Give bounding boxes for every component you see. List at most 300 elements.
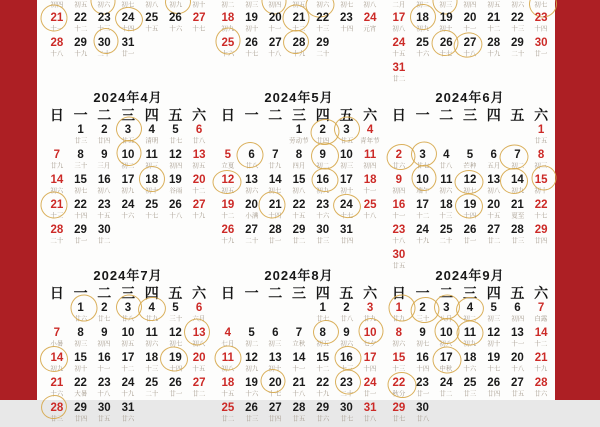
date-number: 7 [295,327,303,339]
lunar-label: 初四 [97,340,111,348]
date-number: 4 [466,302,474,314]
lunar-label: 初三 [439,1,453,9]
weekday-header: 五 [168,285,183,301]
lunar-label: 廿九 [392,315,406,323]
date-number: 8 [77,327,84,339]
red-side-bar-right [555,0,600,400]
date-number: 17 [439,352,453,364]
date-cell [187,352,211,377]
date-number: 9 [101,327,108,339]
weekday-header: 四 [486,285,501,301]
weekday-header: 五 [339,107,354,123]
date-cell [287,224,311,249]
week-row [45,199,211,224]
date-number: 5 [172,302,179,314]
date-cell [411,124,435,149]
lunar-label: 廿二 [392,75,406,83]
date-number: 25 [145,199,159,211]
lunar-label: 廿八 [416,415,430,423]
date-number: 30 [392,249,406,261]
date-cell [263,224,287,249]
date-cell [140,327,164,352]
date-number: 30 [416,402,429,414]
date-cell [506,12,530,37]
lunar-label: 十三 [510,25,524,33]
date-number: 21 [50,12,64,24]
lunar-label: 二十 [97,50,111,58]
date-cell [506,199,530,224]
date-cell [311,377,335,402]
lunar-label: 初七 [168,340,182,348]
lunar-label: 十七 [268,390,282,398]
date-number: 4 [443,149,450,161]
date-cell [45,149,69,174]
lunar-label: 十七 [245,50,259,58]
lunar-label: 四月 [292,162,306,170]
date-number: 20 [245,199,258,211]
weekday-header: 五 [168,107,183,123]
date-number: 5 [490,302,497,314]
date-cell [434,37,458,62]
date-cell [69,149,93,174]
lunar-label: 初三 [268,340,282,348]
lunar-label: 初十 [268,365,282,373]
lunar-label: 初三 [74,340,88,348]
date-cell [335,174,359,199]
date-cell [358,199,382,224]
date-number: 24 [340,199,353,211]
lunar-label: 初九 [316,187,330,195]
date-number: 15 [74,352,87,364]
date-number: 19 [221,199,235,211]
date-cell [92,352,116,377]
date-number: 5 [172,124,179,136]
date-cell [506,302,530,327]
date-cell [240,12,264,37]
date-cell [506,62,530,87]
lunar-label: 十四 [416,365,430,373]
date-cell [335,327,359,352]
date-number: 21 [292,12,306,24]
lunar-label: 初二 [510,162,524,170]
date-number: 30 [97,37,111,49]
date-cell [69,224,93,249]
date-number: 18 [145,174,159,186]
date-cell [216,352,240,377]
weekday-header-row [45,284,211,302]
date-cell [240,37,264,62]
lunar-label: 初七 [534,1,548,9]
month-calendar [216,268,382,427]
date-number: 8 [395,327,403,339]
lunar-label: 初八 [145,1,159,9]
lunar-label: 大暑 [74,390,88,398]
date-cell [434,149,458,174]
date-number: 23 [97,377,111,389]
lunar-label: 十九 [221,237,235,245]
date-cell [140,224,164,249]
date-cell [458,174,482,199]
date-cell [411,62,435,87]
lunar-label: 二十 [439,237,453,245]
weekday-header: 日 [49,107,64,123]
date-cell [116,302,140,327]
week-row [387,12,553,37]
date-number: 22 [392,377,406,389]
date-cell [335,12,359,37]
lunar-label: 初三 [534,162,548,170]
date-cell [311,0,335,12]
date-number: 25 [463,377,477,389]
lunar-label: 初四 [392,187,406,195]
lunar-label: 廿二 [97,237,111,245]
week-row [387,149,553,174]
date-cell [92,377,116,402]
date-cell [140,199,164,224]
date-cell [263,12,287,37]
date-number: 10 [121,149,135,161]
week-row [387,224,553,249]
date-cell [116,377,140,402]
lunar-label: 十四 [463,212,477,220]
lunar-label: 十一 [50,25,64,33]
lunar-label: 芒种 [463,162,477,170]
date-number: 22 [511,12,524,24]
date-number: 8 [537,149,545,161]
weekday-header: 二 [439,107,454,123]
week-row [216,149,382,174]
date-cell [164,377,188,402]
lunar-label: 廿七 [339,415,353,423]
date-number: 14 [534,327,548,339]
lunar-label: 十二 [192,187,206,195]
date-cell [311,174,335,199]
date-number: 11 [145,149,158,161]
weekday-header: 一 [244,285,259,301]
lunar-label: 十六 [221,50,235,58]
week-row [45,352,211,377]
lunar-label: 廿一 [168,390,182,398]
date-number: 15 [392,352,406,364]
lunar-label: 十八 [268,50,282,58]
date-cell [287,352,311,377]
date-number: 29 [316,37,330,49]
date-cell [240,149,264,174]
date-number: 27 [192,12,206,24]
lunar-label: 二十 [316,50,330,58]
date-number: 10 [121,327,135,339]
date-cell [187,174,211,199]
weekday-header: 三 [120,285,135,301]
date-cell [116,124,140,149]
lunar-label: 廿五 [121,137,135,145]
date-number: 28 [50,402,64,414]
date-cell [164,224,188,249]
week-row [216,174,382,199]
date-cell [482,377,506,402]
date-cell [164,174,188,199]
date-cell [434,62,458,87]
date-number: 24 [439,377,453,389]
date-cell [164,402,188,427]
date-cell [411,327,435,352]
date-number: 29 [316,402,330,414]
date-number: 24 [392,37,406,49]
week-row [45,12,211,37]
date-number: 13 [192,327,206,339]
weekday-header: 一 [73,285,88,301]
lunar-label: 初八 [97,187,111,195]
lunar-label: 廿五 [510,390,524,398]
lunar-label: 廿五 [292,415,306,423]
date-number: 19 [463,199,477,211]
date-cell [482,327,506,352]
weekday-header: 五 [510,285,525,301]
lunar-label: 立秋 [292,340,306,348]
weekday-header: 日 [391,285,406,301]
date-cell [263,174,287,199]
lunar-label: 十一 [97,365,111,373]
lunar-label: 廿一 [534,50,548,58]
weekday-header: 三 [291,107,306,123]
date-cell [411,224,435,249]
date-cell [458,327,482,352]
date-cell [45,224,69,249]
date-cell [411,402,435,427]
date-number: 24 [363,377,377,389]
date-cell [311,199,335,224]
lunar-label: 夏至 [510,212,524,220]
date-cell [45,37,69,62]
date-number: 25 [416,37,429,49]
lunar-label: 初七 [416,340,430,348]
lunar-label: 初五 [292,1,306,9]
date-cell [45,0,69,12]
date-number: 28 [292,37,306,49]
lunar-label: 六月 [192,315,206,323]
date-cell [529,199,553,224]
lunar-label: 初十 [339,187,353,195]
date-cell [164,199,188,224]
date-number: 1 [295,124,303,136]
date-number: 26 [221,224,235,236]
date-number: 18 [145,352,159,364]
lunar-label: 廿二 [192,390,206,398]
lunar-label: 初三 [487,315,501,323]
date-cell [387,12,411,37]
date-cell [482,199,506,224]
lunar-label: 初五 [74,1,88,9]
month-calendar-partial [216,0,382,62]
date-cell [69,377,93,402]
lunar-label: 廿一 [463,237,477,245]
week-row [45,224,211,249]
week-row [216,12,382,37]
lunar-label: 十六 [316,212,330,220]
date-cell [164,327,188,352]
date-cell [529,149,553,174]
lunar-label: 十四 [74,212,88,220]
lunar-label: 十五 [487,212,501,220]
lunar-label: 二十 [245,237,259,245]
date-cell [482,12,506,37]
date-cell [240,377,264,402]
lunar-label: 十七 [339,212,353,220]
week-row [216,377,382,402]
date-cell [263,377,287,402]
date-cell [240,0,264,12]
lunar-label: 廿一 [363,390,377,398]
lunar-label: 十七 [439,50,453,58]
lunar-label: 十三 [145,365,159,373]
date-number: 28 [511,224,524,236]
date-cell [529,352,553,377]
date-cell [506,402,530,427]
date-cell [358,0,382,12]
date-cell [164,12,188,37]
date-number: 8 [319,327,326,339]
date-number: 21 [292,377,306,389]
lunar-label: 十一 [510,340,524,348]
date-number: 1 [77,124,84,136]
date-number: 22 [74,12,87,24]
lunar-label: 七月 [221,340,235,348]
lunar-label: 廿二 [292,237,306,245]
week-row [216,327,382,352]
lunar-label: 十四 [534,25,548,33]
date-cell [458,149,482,174]
lunar-label: 十二 [74,25,88,33]
week-row [216,352,382,377]
date-cell [335,352,359,377]
lunar-label: 三十 [168,315,182,323]
lunar-label: 廿三 [316,237,330,245]
lunar-label: 十九 [487,50,501,58]
date-cell [187,124,211,149]
weekday-header: 二 [439,285,454,301]
lunar-label: 二十 [510,50,524,58]
date-number: 21 [50,199,64,211]
weekday-header: 六 [192,285,207,301]
date-cell [311,149,335,174]
date-cell [92,37,116,62]
week-row [45,149,211,174]
week-row [387,37,553,62]
date-number: 31 [121,37,135,49]
date-cell [529,12,553,37]
lunar-label: 廿四 [316,137,330,145]
date-cell [434,124,458,149]
date-cell [116,37,140,62]
date-cell [387,302,411,327]
date-number: 3 [124,302,132,314]
week-row [387,174,553,199]
lunar-label: 十五 [221,390,235,398]
lunar-label: 十二 [221,212,235,220]
lunar-label: 廿五 [97,415,111,423]
date-cell [92,224,116,249]
date-number: 23 [392,224,406,236]
lunar-label: 廿八 [439,162,453,170]
date-number: 26 [245,402,258,414]
date-cell [529,0,553,12]
lunar-label: 十八 [97,390,111,398]
date-cell [216,224,240,249]
date-cell [140,124,164,149]
date-number: 22 [74,199,87,211]
lunar-label: 二十 [145,390,159,398]
date-cell [216,37,240,62]
date-cell [240,302,264,327]
lunar-label: 初八 [487,187,501,195]
lunar-label: 初九 [463,340,477,348]
date-number: 20 [268,12,282,24]
date-number: 18 [439,199,453,211]
date-cell [311,402,335,427]
date-cell [287,149,311,174]
lunar-label: 中秋 [439,365,453,373]
date-number: 27 [268,37,282,49]
date-number: 5 [224,149,232,161]
date-cell [335,0,359,12]
date-number: 1 [537,124,545,136]
date-cell [335,402,359,427]
lunar-label: 秋分 [392,390,406,398]
week-row [216,402,382,427]
lunar-label: 廿六 [392,162,406,170]
lunar-label: 廿五 [534,137,548,145]
date-cell [434,352,458,377]
lunar-label: 初三 [339,162,353,170]
date-cell [287,302,311,327]
date-cell [458,12,482,37]
lunar-label: 三十 [416,315,430,323]
date-number: 16 [316,174,330,186]
date-cell [69,0,93,12]
lunar-label: 初九 [50,365,64,373]
lunar-label: 廿九 [50,162,64,170]
lunar-label: 十六 [416,50,430,58]
lunar-label: 十二 [416,212,430,220]
date-cell [187,224,211,249]
date-cell [263,124,287,149]
lunar-label: 初八 [192,340,206,348]
lunar-label: 廿八 [121,315,135,323]
lunar-label: 二十 [50,237,64,245]
date-number: 26 [169,377,182,389]
date-cell [434,327,458,352]
lunar-label: 廿一 [268,237,282,245]
date-number: 9 [419,327,426,339]
weekday-header: 日 [220,107,235,123]
lunar-label: 初八 [292,187,306,195]
lunar-label: 白露 [534,315,548,323]
date-cell [482,174,506,199]
date-number: 28 [50,224,64,236]
lunar-label: 十三 [339,365,353,373]
date-number: 19 [439,12,453,24]
week-row [216,124,382,149]
lunar-label: 十八 [292,390,306,398]
date-cell [358,377,382,402]
date-cell [335,124,359,149]
date-number: 23 [534,12,548,24]
date-cell [69,352,93,377]
date-cell [358,149,382,174]
date-cell [411,149,435,174]
lunar-label: 十二 [487,25,501,33]
date-number: 24 [121,377,135,389]
